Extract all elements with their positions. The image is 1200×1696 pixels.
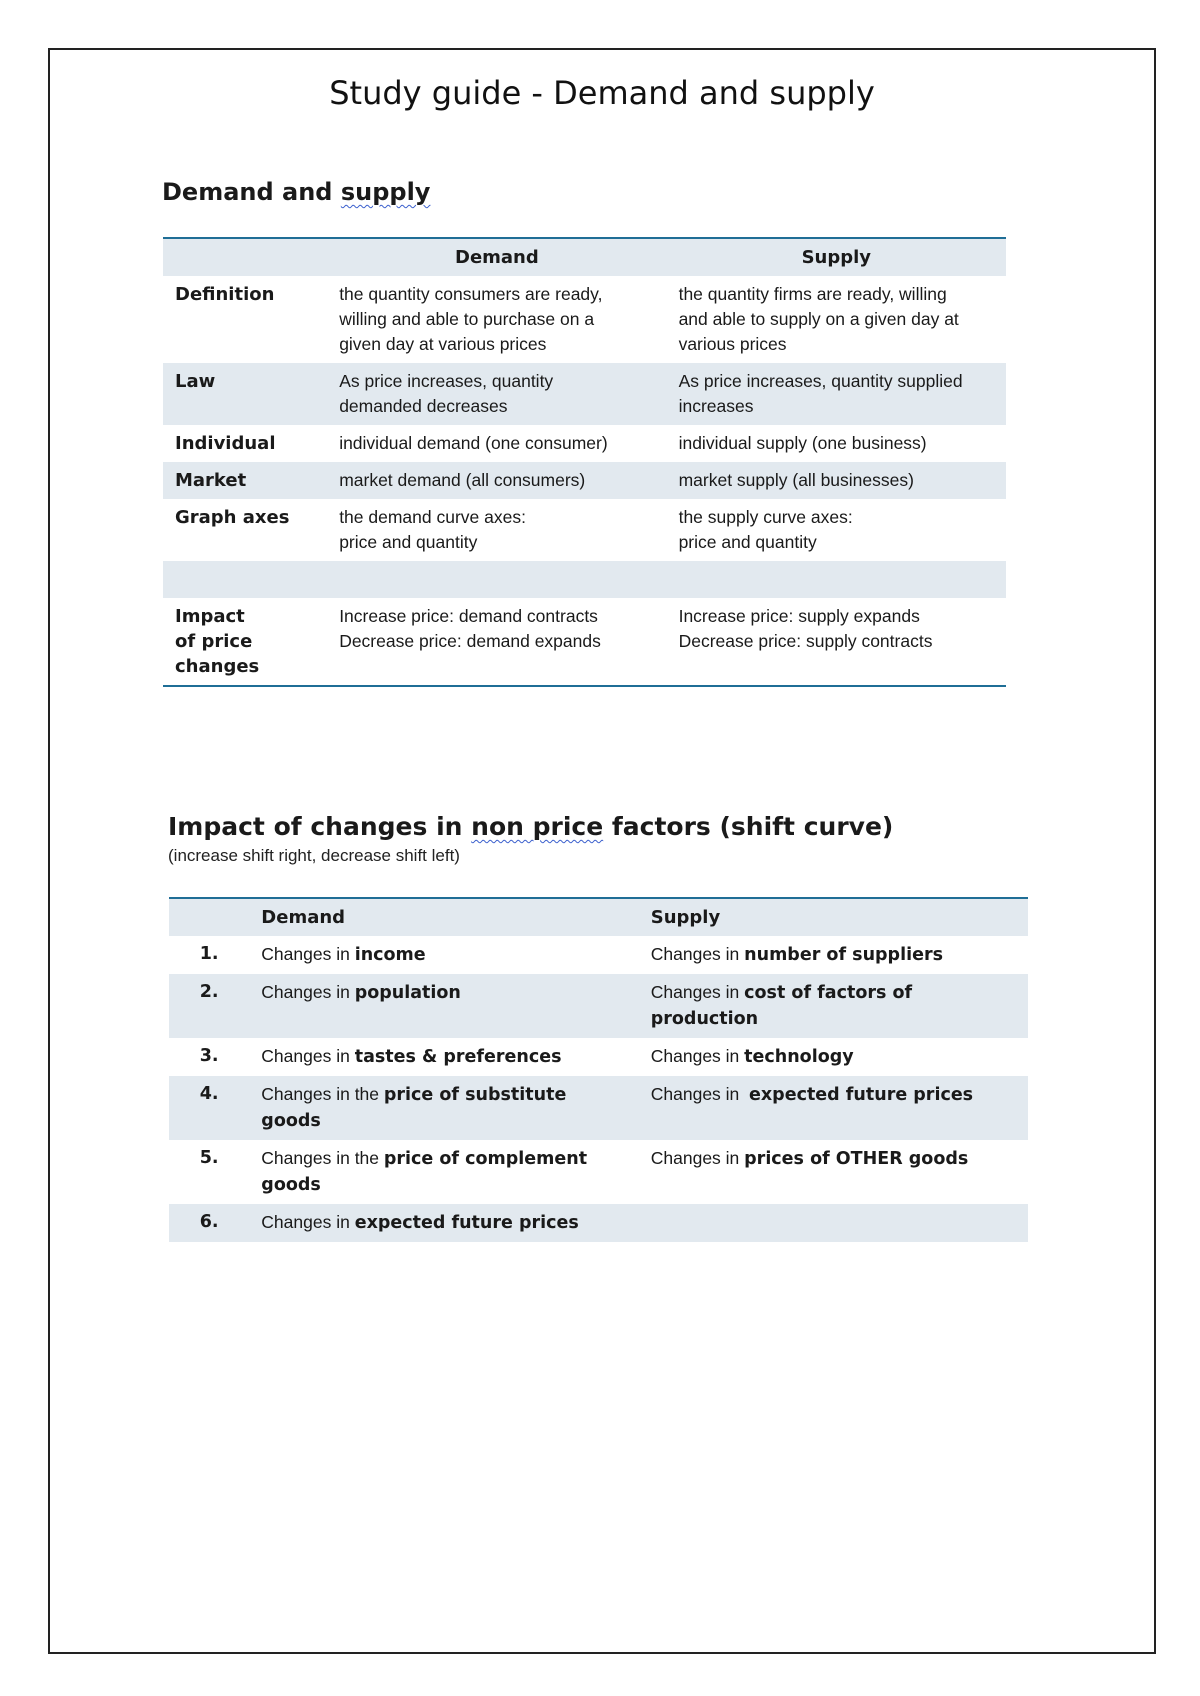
heading-text: Impact of changes in (168, 812, 472, 841)
cell-text: Changes in (650, 1084, 750, 1104)
cell-emphasis: prices of OTHER goods (744, 1149, 969, 1169)
supply-cell (639, 974, 1028, 1038)
column-header-demand: Demand (261, 907, 346, 928)
row-number: 1. (199, 944, 219, 964)
table-row-law (163, 363, 1006, 425)
table-row-definition (163, 276, 1006, 363)
supply-cell (639, 1076, 1028, 1140)
cell-line: the quantity consumers are ready, (339, 284, 603, 304)
cell-line: Decrease price: demand expands (339, 631, 601, 651)
demand-cell (327, 276, 666, 363)
heading-text-suffix: factors (shift curve) (603, 812, 894, 841)
cell-line: the supply curve axes: (678, 507, 853, 527)
cell-line: price and quantity (678, 532, 817, 552)
cell-text: Changes in (650, 944, 745, 964)
demand-cell (249, 1204, 638, 1242)
row-label (163, 598, 327, 686)
row-number: 3. (199, 1046, 219, 1066)
cell-emphasis: population (354, 983, 461, 1003)
cell-text: Changes in (261, 944, 355, 964)
table-row-price-changes (163, 598, 1006, 686)
row-label-line: Impact (175, 606, 245, 627)
supply-cell (667, 363, 1006, 425)
cell-text: Changes in (261, 982, 355, 1002)
supply-cell (667, 499, 1006, 561)
empty-cell (327, 561, 666, 598)
row-number: 5. (199, 1148, 219, 1168)
row-number: 4. (199, 1084, 219, 1104)
cell-line: Increase price: supply expands (678, 606, 920, 626)
column-header-supply: Supply (801, 247, 872, 268)
cell-line: As price increases, quantity supplied (678, 371, 963, 391)
cell-text: Changes in (650, 1148, 745, 1168)
cell-line: willing and able to purchase on a (339, 309, 595, 329)
table-row-empty (163, 561, 1006, 598)
table-row-market (163, 462, 1006, 499)
cell-text: Changes in (650, 1046, 745, 1066)
section-subnote: (increase shift right, decrease shift left) (168, 846, 460, 865)
demand-cell (327, 598, 666, 686)
row-label: Law (175, 371, 216, 392)
cell-emphasis: price of complement goods (261, 1149, 588, 1195)
cell-emphasis: cost of factors of production (650, 983, 913, 1029)
document-title: Study guide - Demand and supply (329, 74, 875, 112)
empty-cell (163, 561, 327, 598)
table-row (169, 974, 1028, 1038)
supply-cell (639, 1038, 1028, 1076)
heading-flagged-phrase: non price (471, 812, 604, 841)
column-header-supply: Supply (650, 907, 721, 928)
cell-line: Decrease price: supply contracts (678, 631, 933, 651)
cell-line: As price increases, quantity (339, 371, 554, 391)
row-number: 6. (199, 1212, 219, 1232)
cell-emphasis: technology (744, 1047, 854, 1067)
cell-line: increases (678, 396, 754, 416)
cell-text: Changes in the (261, 1148, 384, 1168)
cell-emphasis: expected future prices (354, 1213, 579, 1233)
table-row-graph-axes (163, 499, 1006, 561)
row-label: Definition (175, 284, 275, 305)
row-label: Individual (175, 433, 276, 454)
cell-line: various prices (678, 334, 787, 354)
table-row (169, 1140, 1028, 1204)
cell-text: Changes in (261, 1046, 355, 1066)
column-header-blank (163, 238, 327, 276)
table-row-individual (163, 425, 1006, 462)
table-header-row (169, 898, 1028, 936)
cell-line: price and quantity (339, 532, 478, 552)
section-heading-demand-supply (162, 178, 430, 206)
cell-text: Changes in (261, 1212, 355, 1232)
demand-cell: market demand (all consumers) (339, 470, 586, 490)
table-row (169, 1038, 1028, 1076)
non-price-factors-table (169, 897, 1028, 1242)
cell-emphasis: expected future prices (749, 1085, 974, 1105)
supply-cell: individual supply (one business) (678, 433, 927, 453)
cell-text: Changes in (650, 982, 745, 1002)
demand-cell (249, 974, 638, 1038)
table-header-row (163, 238, 1006, 276)
cell-line: and able to supply on a given day at (678, 309, 959, 329)
cell-emphasis: tastes & preferences (354, 1047, 562, 1067)
cell-text: Changes in the (261, 1084, 384, 1104)
empty-cell (667, 561, 1006, 598)
supply-cell (639, 1204, 1028, 1242)
row-label: Graph axes (175, 507, 290, 528)
column-header-demand: Demand (455, 247, 539, 268)
table-row (169, 1204, 1028, 1242)
heading-flagged-word: supply (340, 178, 431, 206)
demand-cell (327, 499, 666, 561)
cell-emphasis: price of substitute goods (261, 1085, 567, 1131)
row-label-line: changes (175, 656, 260, 677)
row-number: 2. (199, 982, 219, 1002)
column-header-blank (169, 898, 249, 936)
supply-cell (639, 936, 1028, 974)
supply-cell: market supply (all businesses) (678, 470, 914, 490)
cell-emphasis: number of suppliers (744, 945, 943, 965)
demand-cell: individual demand (one consumer) (339, 433, 608, 453)
row-label: Market (175, 470, 247, 491)
demand-cell (327, 363, 666, 425)
demand-cell (249, 936, 638, 974)
table-row (169, 936, 1028, 974)
demand-supply-table (163, 237, 1006, 687)
row-label-line: of price (175, 631, 253, 652)
supply-cell (667, 276, 1006, 363)
demand-cell (249, 1076, 638, 1140)
cell-line: demanded decreases (339, 396, 508, 416)
supply-cell (667, 598, 1006, 686)
table-row (169, 1076, 1028, 1140)
heading-text: Demand and (162, 178, 341, 206)
demand-cell (249, 1140, 638, 1204)
demand-cell (249, 1038, 638, 1076)
cell-line: the demand curve axes: (339, 507, 526, 527)
cell-line: Increase price: demand contracts (339, 606, 598, 626)
cell-line: the quantity firms are ready, willing (678, 284, 947, 304)
supply-cell (639, 1140, 1028, 1204)
cell-emphasis: income (354, 945, 426, 965)
section-heading-non-price-factors (168, 812, 893, 841)
cell-line: given day at various prices (339, 334, 547, 354)
